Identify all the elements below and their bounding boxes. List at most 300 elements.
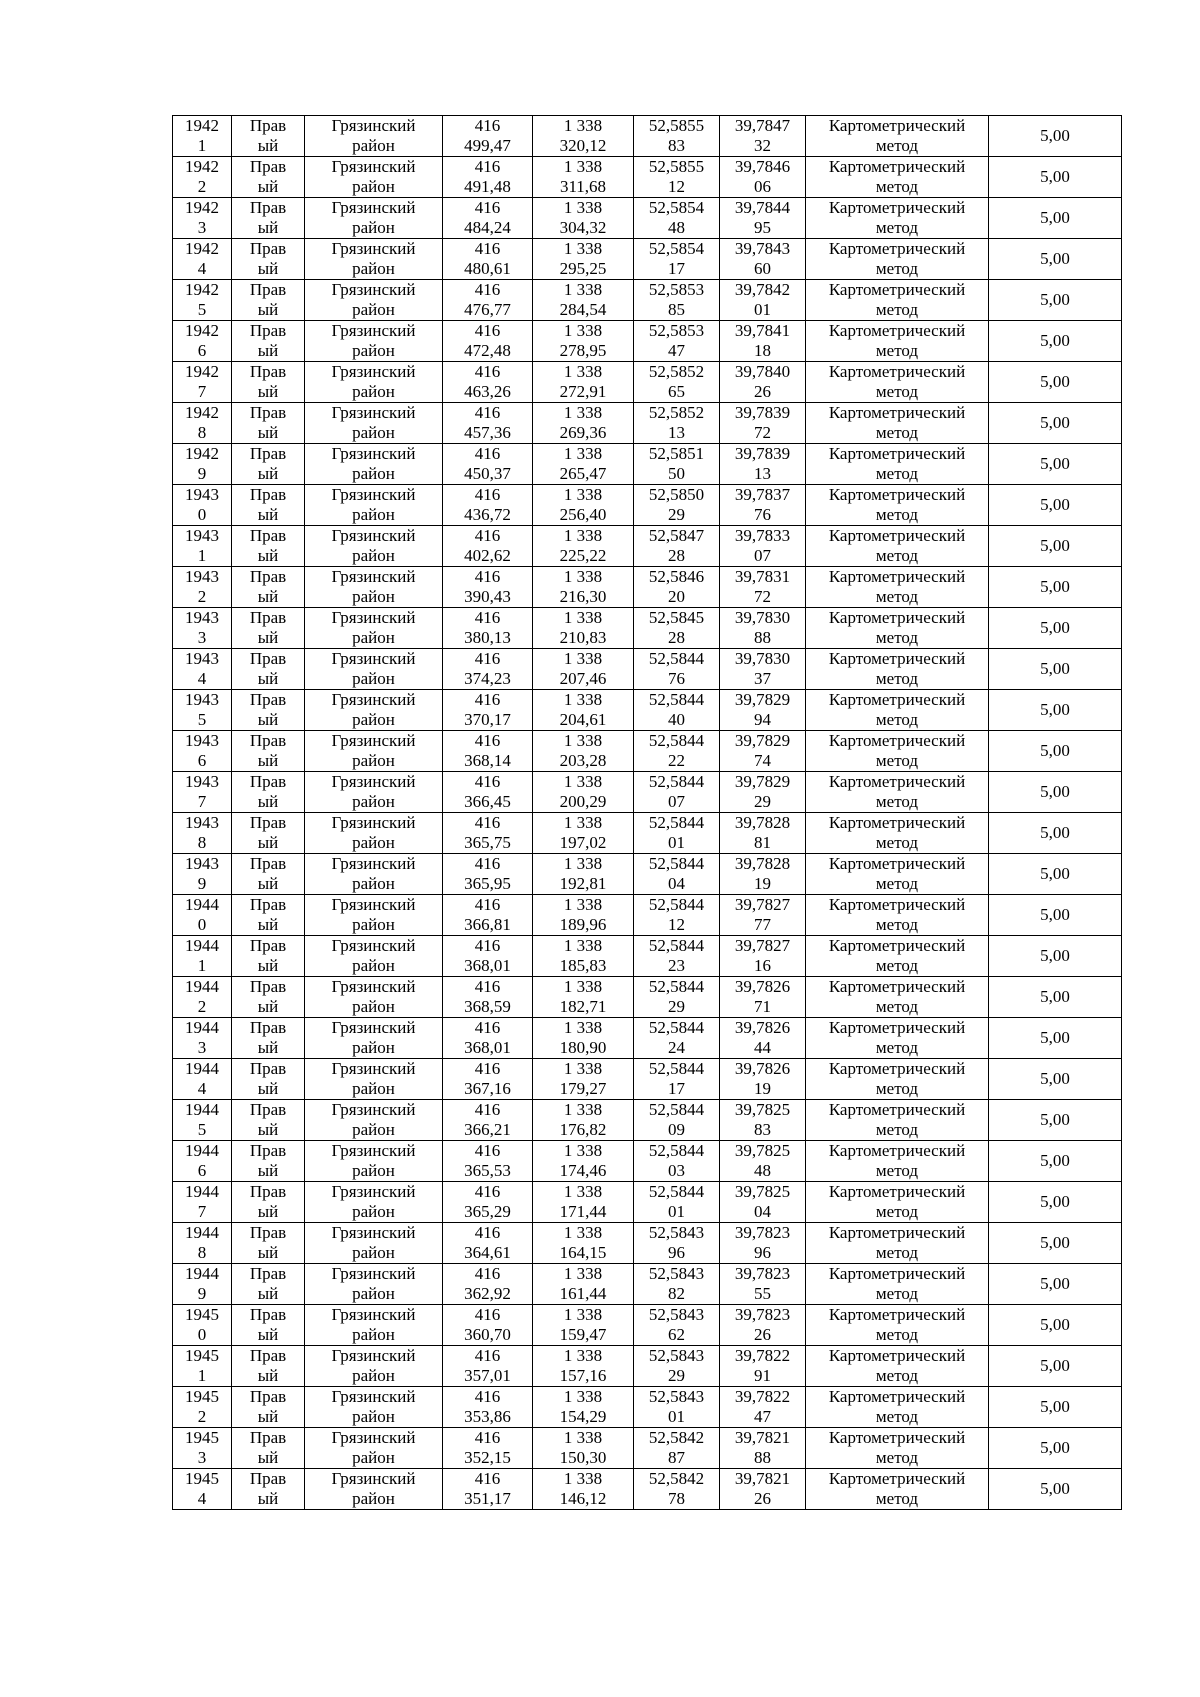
table-row: [173, 526, 1122, 567]
y-coordinate-line-2: 192,81: [559, 874, 607, 893]
latitude-line-2: 87: [668, 1448, 685, 1467]
district-line-2: район: [352, 1243, 395, 1262]
longitude-cell: [720, 649, 806, 690]
longitude-line-2: 94: [754, 710, 771, 729]
x-coordinate-line-1: 416: [474, 526, 501, 545]
longitude-line-2: 19: [754, 874, 771, 893]
latitude-cell: [634, 403, 720, 444]
x-coordinate-line-1: 416: [474, 813, 501, 832]
x-coordinate-cell: [443, 116, 533, 157]
method-line-1: Картометрический: [828, 526, 966, 545]
point-number-line-2: 4: [197, 1489, 207, 1508]
point-number-line-2: 2: [197, 177, 207, 196]
district-line-2: район: [352, 1079, 395, 1098]
latitude-line-1: 52,5844: [648, 854, 705, 873]
x-coordinate-cell: [443, 1387, 533, 1428]
longitude-cell: [720, 813, 806, 854]
x-coordinate-line-1: 416: [474, 690, 501, 709]
point-number-cell: [173, 649, 232, 690]
y-coordinate-line-1: 1 338: [563, 321, 603, 340]
district-line-2: район: [352, 259, 395, 278]
district-line-1: Грязинский: [331, 608, 416, 627]
longitude-line-1: 39,7822: [734, 1346, 791, 1365]
longitude-line-1: 39,7842: [734, 280, 791, 299]
y-coordinate-cell: [533, 198, 634, 239]
latitude-line-1: 52,5844: [648, 772, 705, 791]
method-line-1: Картометрический: [828, 485, 966, 504]
method-line-1: Картометрический: [828, 239, 966, 258]
y-coordinate-cell: [533, 321, 634, 362]
point-number-line-2: 3: [197, 628, 207, 647]
method-line-1: Картометрический: [828, 772, 966, 791]
district-cell: [305, 1059, 443, 1100]
point-number-line-2: 0: [197, 505, 207, 524]
district-line-1: Грязинский: [331, 731, 416, 750]
district-cell: [305, 731, 443, 772]
table-row: [173, 280, 1122, 321]
district-cell: [305, 1100, 443, 1141]
x-coordinate-line-1: 416: [474, 567, 501, 586]
latitude-line-1: 52,5842: [648, 1469, 705, 1488]
longitude-line-2: 04: [754, 1202, 771, 1221]
point-number-cell: [173, 772, 232, 813]
longitude-line-2: 76: [754, 505, 771, 524]
latitude-line-2: 29: [668, 505, 685, 524]
method-cell: [806, 649, 989, 690]
bank-side-cell: [232, 1387, 305, 1428]
district-line-1: Грязинский: [331, 1428, 416, 1447]
bank-side-line-1: Прав: [249, 977, 287, 996]
district-line-2: район: [352, 1120, 395, 1139]
latitude-line-1: 52,5847: [648, 526, 705, 545]
district-line-1: Грязинский: [331, 649, 416, 668]
latitude-line-2: 13: [668, 423, 685, 442]
latitude-line-1: 52,5843: [648, 1387, 705, 1406]
x-coordinate-line-1: 416: [474, 977, 501, 996]
latitude-cell: [634, 649, 720, 690]
latitude-line-2: 07: [668, 792, 685, 811]
accuracy-cell: 5,00: [989, 772, 1122, 813]
x-coordinate-line-1: 416: [474, 444, 501, 463]
x-coordinate-cell: [443, 403, 533, 444]
y-coordinate-cell: [533, 444, 634, 485]
longitude-cell: [720, 321, 806, 362]
method-line-2: метод: [875, 1079, 919, 1098]
y-coordinate-line-2: 269,36: [559, 423, 607, 442]
y-coordinate-cell: [533, 1387, 634, 1428]
method-line-1: Картометрический: [828, 157, 966, 176]
latitude-cell: [634, 1428, 720, 1469]
latitude-line-1: 52,5855: [648, 116, 705, 135]
accuracy-cell: 5,00: [989, 936, 1122, 977]
point-number-line-2: 6: [197, 1161, 207, 1180]
longitude-line-1: 39,7822: [734, 1387, 791, 1406]
latitude-line-2: 22: [668, 751, 685, 770]
longitude-line-2: 07: [754, 546, 771, 565]
y-coordinate-cell: [533, 485, 634, 526]
bank-side-line-1: Прав: [249, 1264, 287, 1283]
point-number-cell: [173, 526, 232, 567]
x-coordinate-line-2: 365,29: [464, 1202, 511, 1221]
longitude-cell: [720, 116, 806, 157]
point-number-line-1: 1943: [185, 813, 219, 832]
point-number-cell: [173, 1182, 232, 1223]
method-cell: [806, 1469, 989, 1510]
accuracy-cell: 5,00: [989, 567, 1122, 608]
longitude-line-2: 83: [754, 1120, 771, 1139]
bank-side-line-1: Прав: [249, 936, 287, 955]
x-coordinate-line-1: 416: [474, 895, 501, 914]
latitude-line-1: 52,5854: [648, 239, 705, 258]
x-coordinate-line-2: 368,01: [464, 956, 511, 975]
latitude-line-1: 52,5844: [648, 731, 705, 750]
x-coordinate-cell: [443, 1182, 533, 1223]
y-coordinate-cell: [533, 1223, 634, 1264]
latitude-cell: [634, 1387, 720, 1428]
accuracy-cell: 5,00: [989, 1428, 1122, 1469]
longitude-cell: [720, 1141, 806, 1182]
longitude-cell: [720, 1346, 806, 1387]
method-cell: [806, 977, 989, 1018]
district-cell: [305, 239, 443, 280]
method-cell: [806, 116, 989, 157]
longitude-line-1: 39,7830: [734, 649, 791, 668]
x-coordinate-line-2: 463,26: [464, 382, 511, 401]
x-coordinate-line-2: 366,21: [464, 1120, 511, 1139]
x-coordinate-line-2: 368,14: [464, 751, 511, 770]
latitude-cell: [634, 1223, 720, 1264]
x-coordinate-line-2: 402,62: [464, 546, 511, 565]
method-line-1: Картометрический: [828, 1018, 966, 1037]
method-line-1: Картометрический: [828, 813, 966, 832]
point-number-line-2: 6: [197, 751, 207, 770]
point-number-line-1: 1943: [185, 485, 219, 504]
district-cell: [305, 854, 443, 895]
y-coordinate-cell: [533, 649, 634, 690]
point-number-line-1: 1944: [185, 895, 219, 914]
method-cell: [806, 362, 989, 403]
method-line-2: метод: [875, 382, 919, 401]
table-row: [173, 1059, 1122, 1100]
method-line-2: метод: [875, 1489, 919, 1508]
point-number-line-1: 1944: [185, 1018, 219, 1037]
y-coordinate-cell: [533, 1469, 634, 1510]
latitude-line-1: 52,5851: [648, 444, 705, 463]
longitude-cell: [720, 403, 806, 444]
district-cell: [305, 608, 443, 649]
x-coordinate-cell: [443, 1059, 533, 1100]
table-row: [173, 198, 1122, 239]
latitude-line-2: 09: [668, 1120, 685, 1139]
x-coordinate-line-1: 416: [474, 772, 501, 791]
longitude-line-2: 72: [754, 587, 771, 606]
y-coordinate-line-2: 216,30: [559, 587, 607, 606]
latitude-line-1: 52,5842: [648, 1428, 705, 1447]
bank-side-cell: [232, 731, 305, 772]
x-coordinate-cell: [443, 526, 533, 567]
district-cell: [305, 526, 443, 567]
district-line-1: Грязинский: [331, 895, 416, 914]
bank-side-line-2: ый: [257, 587, 279, 606]
method-line-1: Картометрический: [828, 321, 966, 340]
longitude-line-2: 13: [754, 464, 771, 483]
point-number-line-2: 1: [197, 546, 207, 565]
longitude-line-2: 77: [754, 915, 771, 934]
longitude-line-1: 39,7826: [734, 977, 791, 996]
district-line-1: Грязинский: [331, 1059, 416, 1078]
x-coordinate-line-1: 416: [474, 1428, 501, 1447]
longitude-cell: [720, 895, 806, 936]
longitude-line-1: 39,7837: [734, 485, 791, 504]
method-cell: [806, 690, 989, 731]
y-coordinate-line-2: 200,29: [559, 792, 607, 811]
x-coordinate-cell: [443, 649, 533, 690]
district-line-2: район: [352, 1366, 395, 1385]
latitude-cell: [634, 1018, 720, 1059]
bank-side-line-1: Прав: [249, 280, 287, 299]
latitude-line-2: 12: [668, 915, 685, 934]
y-coordinate-line-2: 204,61: [559, 710, 607, 729]
method-line-2: метод: [875, 792, 919, 811]
bank-side-cell: [232, 1141, 305, 1182]
accuracy-cell: 5,00: [989, 1141, 1122, 1182]
point-number-line-1: 1945: [185, 1387, 219, 1406]
accuracy-cell: 5,00: [989, 157, 1122, 198]
y-coordinate-line-2: 164,15: [559, 1243, 607, 1262]
longitude-line-1: 39,7827: [734, 936, 791, 955]
district-line-1: Грязинский: [331, 977, 416, 996]
table-row: [173, 362, 1122, 403]
y-coordinate-line-1: 1 338: [563, 1018, 603, 1037]
x-coordinate-cell: [443, 239, 533, 280]
accuracy-cell: 5,00: [989, 977, 1122, 1018]
coordinates-table: [172, 115, 1122, 1510]
table-row: [173, 1469, 1122, 1510]
y-coordinate-line-2: 174,46: [559, 1161, 607, 1180]
y-coordinate-cell: [533, 1264, 634, 1305]
bank-side-line-1: Прав: [249, 1387, 287, 1406]
y-coordinate-line-2: 180,90: [559, 1038, 607, 1057]
bank-side-line-2: ый: [257, 382, 279, 401]
y-coordinate-line-1: 1 338: [563, 813, 603, 832]
bank-side-cell: [232, 1059, 305, 1100]
longitude-line-2: 29: [754, 792, 771, 811]
latitude-line-2: 24: [668, 1038, 685, 1057]
accuracy-cell: 5,00: [989, 485, 1122, 526]
latitude-line-1: 52,5843: [648, 1305, 705, 1324]
y-coordinate-cell: [533, 1182, 634, 1223]
bank-side-line-2: ый: [257, 874, 279, 893]
longitude-line-1: 39,7828: [734, 854, 791, 873]
district-line-1: Грязинский: [331, 526, 416, 545]
longitude-line-2: 01: [754, 300, 771, 319]
latitude-cell: [634, 1141, 720, 1182]
point-number-cell: [173, 1469, 232, 1510]
accuracy-cell: 5,00: [989, 649, 1122, 690]
longitude-cell: [720, 731, 806, 772]
x-coordinate-line-1: 416: [474, 1346, 501, 1365]
longitude-line-1: 39,7823: [734, 1305, 791, 1324]
table-row: [173, 567, 1122, 608]
district-line-2: район: [352, 710, 395, 729]
longitude-cell: [720, 1387, 806, 1428]
bank-side-cell: [232, 444, 305, 485]
district-cell: [305, 362, 443, 403]
bank-side-cell: [232, 813, 305, 854]
x-coordinate-cell: [443, 1141, 533, 1182]
latitude-cell: [634, 280, 720, 321]
method-line-1: Картометрический: [828, 116, 966, 135]
longitude-cell: [720, 485, 806, 526]
method-line-1: Картометрический: [828, 1059, 966, 1078]
bank-side-cell: [232, 1264, 305, 1305]
point-number-line-1: 1944: [185, 936, 219, 955]
district-cell: [305, 977, 443, 1018]
longitude-line-1: 39,7825: [734, 1182, 791, 1201]
method-line-2: метод: [875, 956, 919, 975]
y-coordinate-line-2: 150,30: [559, 1448, 607, 1467]
method-cell: [806, 936, 989, 977]
point-number-line-1: 1943: [185, 567, 219, 586]
district-line-2: район: [352, 956, 395, 975]
point-number-line-1: 1944: [185, 1264, 219, 1283]
latitude-line-2: 28: [668, 546, 685, 565]
district-cell: [305, 649, 443, 690]
district-line-2: район: [352, 1448, 395, 1467]
bank-side-cell: [232, 1223, 305, 1264]
latitude-line-1: 52,5844: [648, 895, 705, 914]
district-line-1: Грязинский: [331, 239, 416, 258]
bank-side-cell: [232, 895, 305, 936]
x-coordinate-line-2: 360,70: [464, 1325, 511, 1344]
bank-side-line-1: Прав: [249, 690, 287, 709]
latitude-line-2: 47: [668, 341, 685, 360]
point-number-line-1: 1942: [185, 403, 219, 422]
longitude-line-1: 39,7821: [734, 1469, 791, 1488]
table-row: [173, 1305, 1122, 1346]
point-number-cell: [173, 1264, 232, 1305]
table-row: [173, 444, 1122, 485]
point-number-line-2: 3: [197, 218, 207, 237]
x-coordinate-line-1: 416: [474, 1182, 501, 1201]
bank-side-cell: [232, 239, 305, 280]
bank-side-line-2: ый: [257, 1284, 279, 1303]
x-coordinate-line-1: 416: [474, 1141, 501, 1160]
method-line-1: Картометрический: [828, 977, 966, 996]
point-number-cell: [173, 1100, 232, 1141]
bank-side-line-1: Прав: [249, 649, 287, 668]
latitude-line-2: 48: [668, 218, 685, 237]
bank-side-line-2: ый: [257, 669, 279, 688]
district-cell: [305, 280, 443, 321]
y-coordinate-line-2: 197,02: [559, 833, 607, 852]
point-number-line-1: 1942: [185, 116, 219, 135]
bank-side-line-2: ый: [257, 1448, 279, 1467]
longitude-line-2: 96: [754, 1243, 771, 1262]
latitude-line-2: 17: [668, 1079, 685, 1098]
point-number-line-1: 1945: [185, 1305, 219, 1324]
bank-side-line-1: Прав: [249, 567, 287, 586]
point-number-cell: [173, 977, 232, 1018]
district-line-1: Грязинский: [331, 198, 416, 217]
bank-side-line-2: ый: [257, 136, 279, 155]
method-line-2: метод: [875, 218, 919, 237]
y-coordinate-line-2: 179,27: [559, 1079, 607, 1098]
y-coordinate-cell: [533, 157, 634, 198]
district-line-2: район: [352, 546, 395, 565]
x-coordinate-cell: [443, 157, 533, 198]
y-coordinate-cell: [533, 1305, 634, 1346]
method-line-1: Картометрический: [828, 895, 966, 914]
x-coordinate-line-2: 357,01: [464, 1366, 511, 1385]
table-row: [173, 1182, 1122, 1223]
latitude-cell: [634, 854, 720, 895]
longitude-cell: [720, 1469, 806, 1510]
longitude-line-1: 39,7829: [734, 731, 791, 750]
point-number-line-2: 7: [197, 1202, 207, 1221]
x-coordinate-line-1: 416: [474, 321, 501, 340]
method-line-1: Картометрический: [828, 198, 966, 217]
longitude-line-1: 39,7846: [734, 157, 791, 176]
latitude-line-1: 52,5844: [648, 1018, 705, 1037]
x-coordinate-line-1: 416: [474, 1223, 501, 1242]
bank-side-line-1: Прав: [249, 239, 287, 258]
longitude-line-2: 55: [754, 1284, 771, 1303]
point-number-line-2: 1: [197, 1366, 207, 1385]
y-coordinate-cell: [533, 1141, 634, 1182]
point-number-line-1: 1943: [185, 731, 219, 750]
longitude-cell: [720, 772, 806, 813]
y-coordinate-line-1: 1 338: [563, 1264, 603, 1283]
table-row: [173, 1100, 1122, 1141]
point-number-line-2: 3: [197, 1448, 207, 1467]
method-line-2: метод: [875, 300, 919, 319]
district-line-2: район: [352, 341, 395, 360]
x-coordinate-cell: [443, 772, 533, 813]
method-line-1: Картометрический: [828, 1387, 966, 1406]
bank-side-line-2: ый: [257, 1407, 279, 1426]
y-coordinate-cell: [533, 895, 634, 936]
longitude-line-2: 19: [754, 1079, 771, 1098]
bank-side-line-2: ый: [257, 300, 279, 319]
longitude-line-1: 39,7821: [734, 1428, 791, 1447]
y-coordinate-line-2: 159,47: [559, 1325, 607, 1344]
latitude-cell: [634, 485, 720, 526]
bank-side-line-1: Прав: [249, 1346, 287, 1365]
y-coordinate-cell: [533, 239, 634, 280]
longitude-cell: [720, 608, 806, 649]
method-line-1: Картометрический: [828, 649, 966, 668]
bank-side-line-1: Прав: [249, 813, 287, 832]
latitude-cell: [634, 444, 720, 485]
bank-side-line-1: Прав: [249, 444, 287, 463]
point-number-cell: [173, 444, 232, 485]
latitude-line-2: 65: [668, 382, 685, 401]
accuracy-cell: 5,00: [989, 526, 1122, 567]
y-coordinate-line-1: 1 338: [563, 157, 603, 176]
latitude-cell: [634, 936, 720, 977]
district-line-2: район: [352, 505, 395, 524]
x-coordinate-cell: [443, 1469, 533, 1510]
district-line-2: район: [352, 833, 395, 852]
longitude-line-1: 39,7844: [734, 198, 791, 217]
bank-side-line-2: ый: [257, 341, 279, 360]
bank-side-cell: [232, 362, 305, 403]
point-number-cell: [173, 116, 232, 157]
y-coordinate-line-2: 203,28: [559, 751, 607, 770]
longitude-line-1: 39,7843: [734, 239, 791, 258]
y-coordinate-line-2: 189,96: [559, 915, 607, 934]
